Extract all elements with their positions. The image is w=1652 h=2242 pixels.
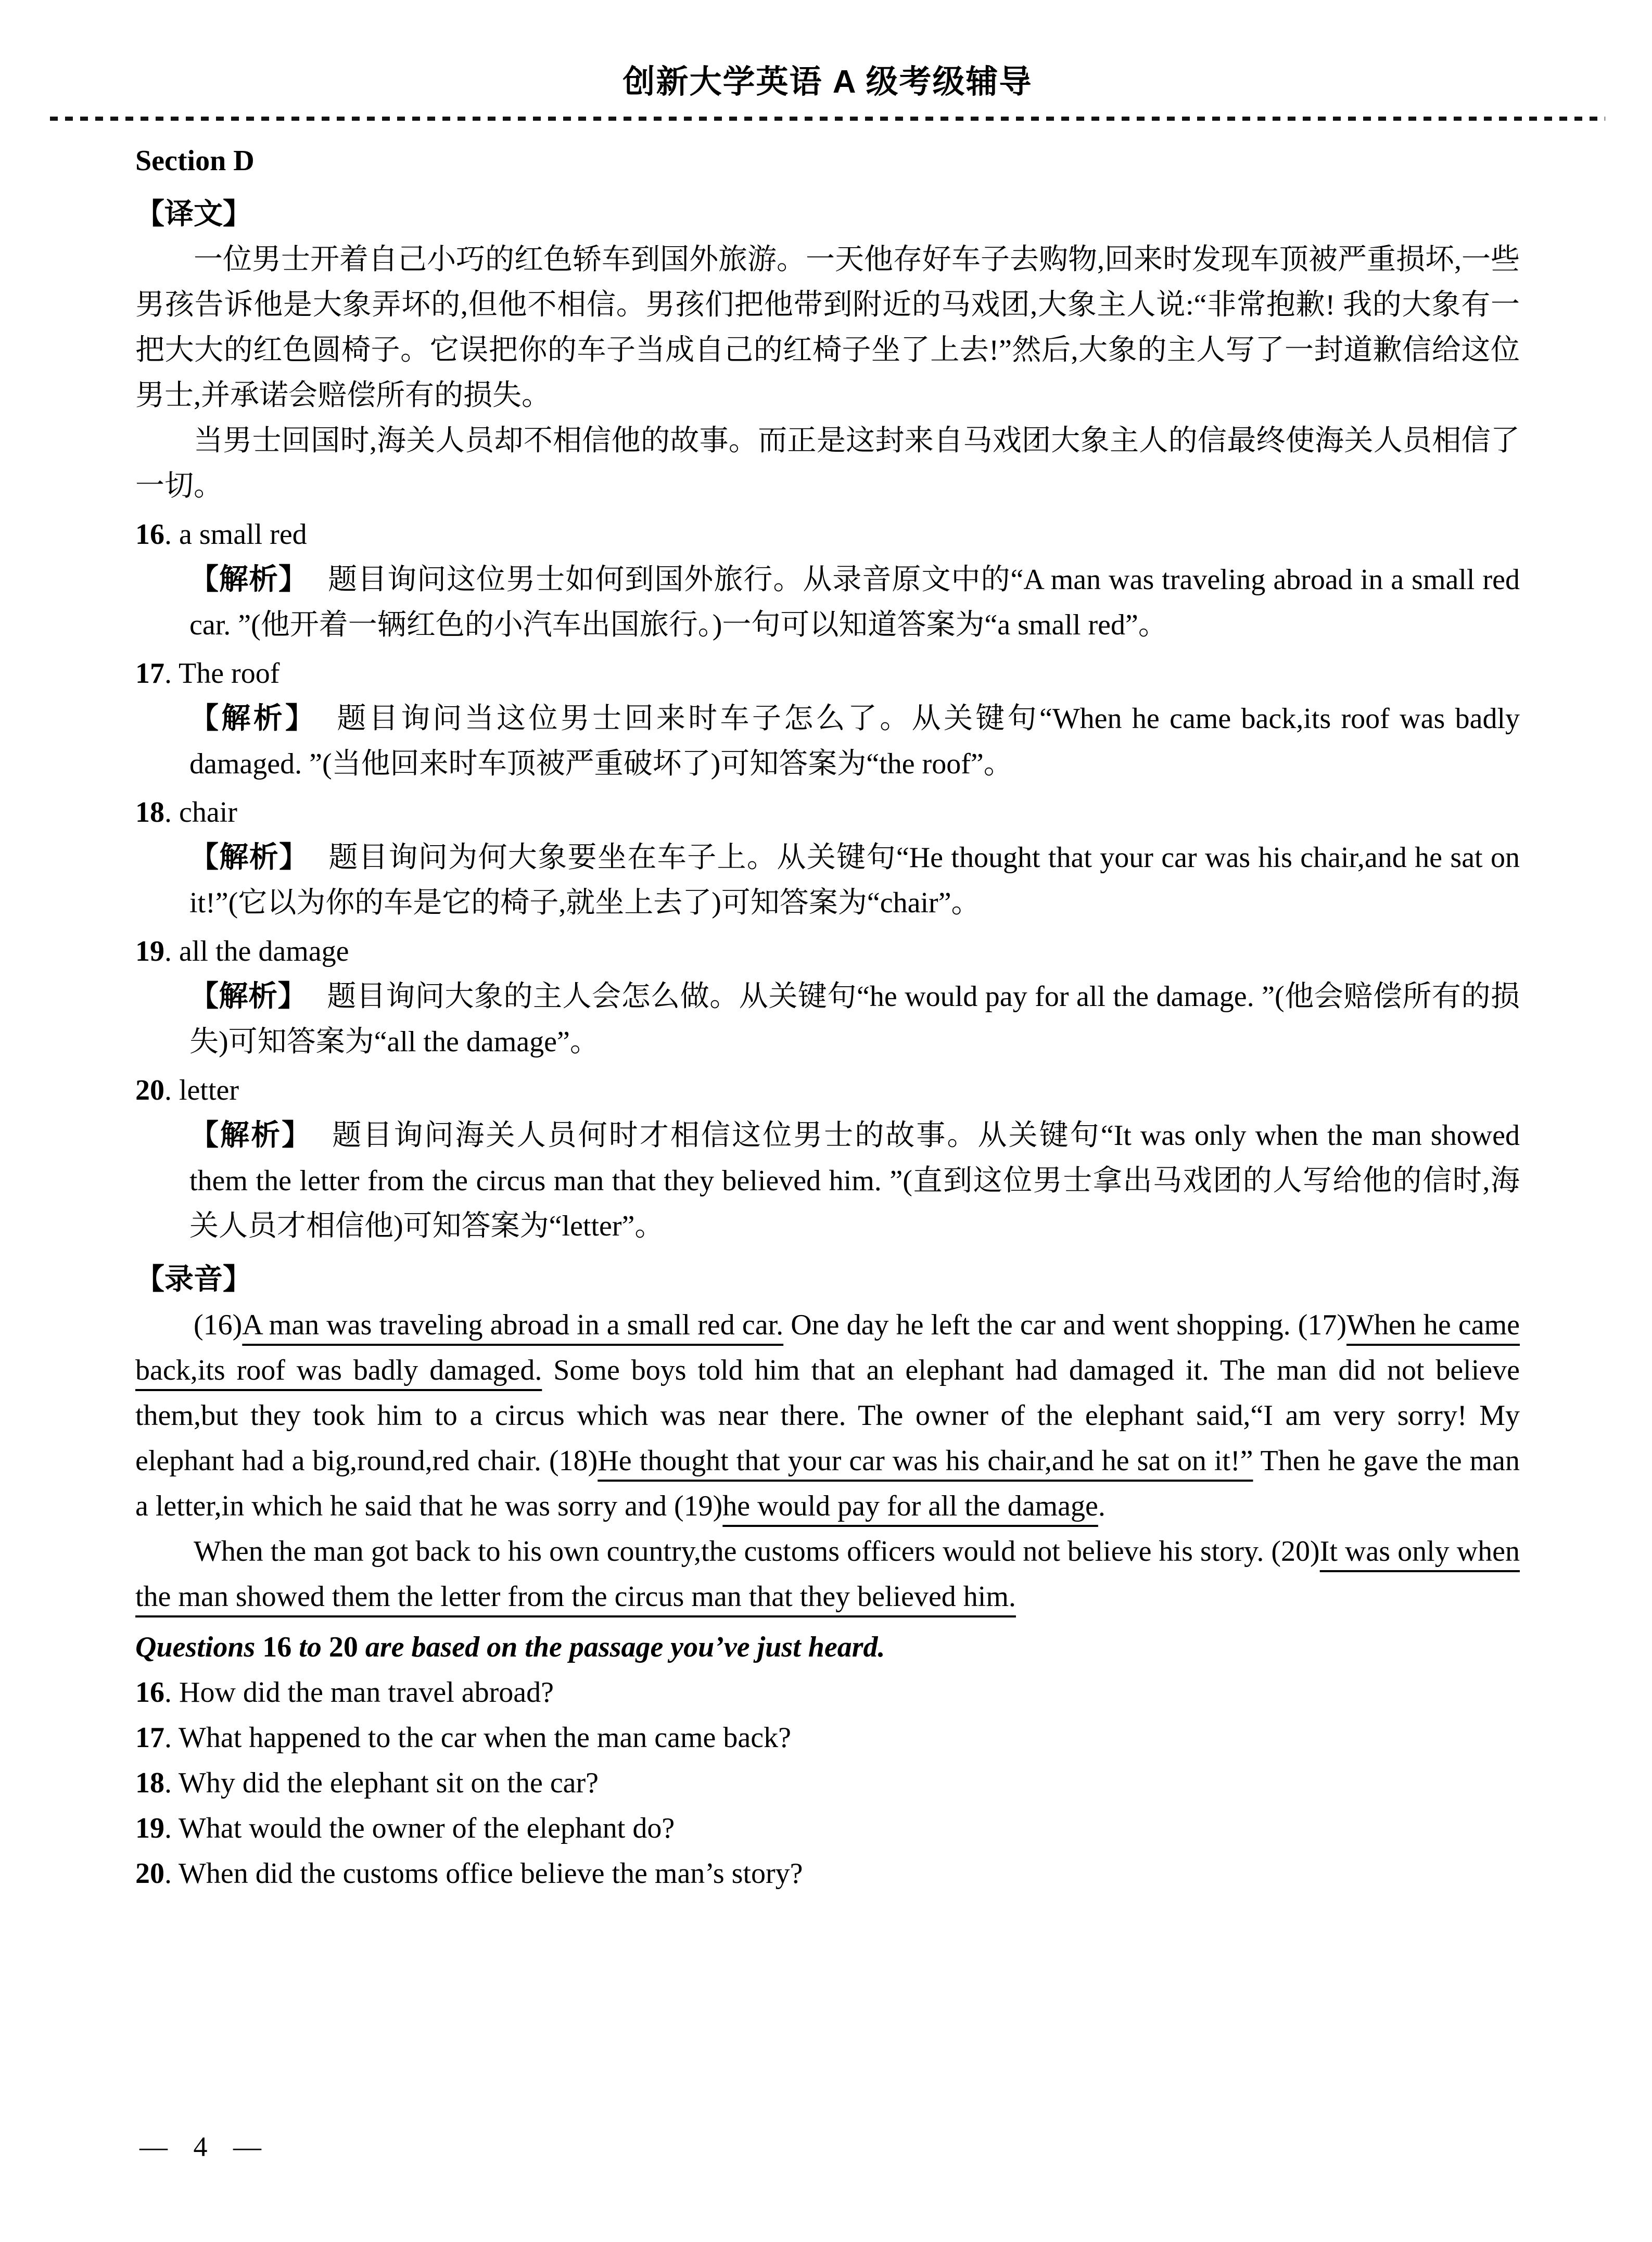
question-number: 18 <box>135 1767 164 1799</box>
analysis-label: 【解析】 <box>189 1119 313 1152</box>
answer-item-18 <box>135 790 1520 835</box>
answer-item-20 <box>135 1068 1520 1113</box>
question-text: . How did the man travel abroad? <box>164 1676 554 1709</box>
answer-number: 16 <box>135 518 164 551</box>
header-divider <box>50 117 1605 121</box>
question-number: 19 <box>135 1812 164 1844</box>
analysis-label: 【解析】 <box>189 980 308 1013</box>
analysis-text: 题目询问当这位男士回来时车子怎么了。从关键句“When he came back,its roof was badly damaged. ”(当他回来时车顶被严重破坏了)可知答案为“the roof”。 <box>189 703 1520 780</box>
analysis-paragraph-20 <box>189 1113 1520 1249</box>
analysis-paragraph-16 <box>189 557 1520 648</box>
answer-text: . letter <box>164 1074 239 1106</box>
analysis-text: 题目询问大象的主人会怎么做。从关键句“he would pay for all the damage. ”(他会赔偿所有的损失)可知答案为“all the damage”。 <box>189 980 1520 1058</box>
section-heading: Section D <box>135 145 255 177</box>
analysis-text: 题目询问海关人员何时才相信这位男士的故事。从关键句“It was only when the man showed them the letter from the circus man that they believed him. ”(直到这位男士拿出马戏团的人写给他的信时,海关人员才相信他)可知答案为“letter”。 <box>189 1119 1520 1242</box>
question-item-18 <box>135 1761 1520 1806</box>
page-number: — 4 — <box>139 2131 263 2162</box>
analysis-paragraph-18 <box>189 835 1520 926</box>
answer-text: . all the damage <box>164 935 349 967</box>
translation-paragraph-2: 当男士回国时,海关人员却不相信他的故事。而正是这封来自马戏团大象主人的信最终使海关人员相信了一切。 <box>135 425 1520 502</box>
recording-heading: 【录音】 <box>135 1264 252 1296</box>
answer-number: 17 <box>135 657 164 690</box>
question-number: 17 <box>135 1722 164 1754</box>
translation-heading: 【译文】 <box>135 198 252 231</box>
answer-number: 18 <box>135 796 164 829</box>
page-header-title: 创新大学英语 A 级考级辅导 <box>622 64 1033 100</box>
analysis-text: 题目询问为何大象要坐在车子上。从关键句“He thought that your car was his chair,and he sat on it!”(它以为你的车是它的椅子,就坐上去了)可知答案为“chair”。 <box>189 842 1520 919</box>
analysis-paragraph-17 <box>189 696 1520 787</box>
question-item-19 <box>135 1806 1520 1851</box>
translation-paragraph-1: 一位男士开着自己小巧的红色轿车到国外旅游。一天他存好车子去购物,回来时发现车顶被严重损坏,一些男孩告诉他是大象弄坏的,但他不相信。男孩们把他带到附近的马戏团,大象主人说:“非常抱歉! 我的大象有一把大大的红色圆椅子。它误把你的车子当成自己的红椅子坐了上去!”然后,大象的主人写了一封道歉信给这位男士,并承诺会赔偿所有的损失。 <box>135 244 1520 412</box>
analysis-label: 【解析】 <box>189 564 309 596</box>
question-item-16 <box>135 1670 1520 1715</box>
question-text: . What would the owner of the elephant do? <box>164 1812 675 1844</box>
analysis-text: 题目询问这位男士如何到国外旅行。从录音原文中的“A man was traveling abroad in a small red car. ”(他开着一辆红色的小汽车出国旅行。)一句可以知道答案为“a small red”。 <box>189 564 1520 641</box>
answer-text: . a small red <box>164 518 307 551</box>
transcript-paragraph-2: When the man got back to his own country,the customs officers would not believe his story. (20)It was only when the man showed them the letter from the circus man that they believed him. <box>135 1535 1520 1613</box>
question-number: 16 <box>135 1676 164 1709</box>
answer-item-17 <box>135 651 1520 696</box>
question-item-20 <box>135 1851 1520 1896</box>
transcript-paragraph-1: (16)A man was traveling abroad in a small red car. One day he left the car and went shopping. (17)When he came back,its roof was badly damaged. Some boys told him that an elephant had damaged it. The man did not believe them,but they took him to a circus which was near there. The owner of the elephant said,“I am very sorry! My elephant had a big,round,red chair. (18)He thought that your car was his chair,and he sat on it!” Then he gave the man a letter,in which he said that he was sorry and (19)he would pay for all the damage. <box>135 1309 1520 1522</box>
answer-text: . chair <box>164 796 237 829</box>
question-text: . What happened to the car when the man came back? <box>164 1722 791 1754</box>
question-item-17 <box>135 1715 1520 1761</box>
question-text: . When did the customs office believe the man’s story? <box>164 1857 803 1890</box>
answer-item-16 <box>135 512 1520 557</box>
answer-number: 19 <box>135 935 164 967</box>
content <box>135 138 1520 1896</box>
question-text: . Why did the elephant sit on the car? <box>164 1767 599 1799</box>
questions-intro: Questions 16 to 20 are based on the passage you’ve just heard. <box>135 1631 885 1663</box>
analysis-paragraph-19 <box>189 974 1520 1065</box>
question-number: 20 <box>135 1857 164 1890</box>
analysis-label: 【解析】 <box>189 842 309 874</box>
answer-number: 20 <box>135 1074 164 1106</box>
analysis-label: 【解析】 <box>189 703 317 735</box>
answer-item-19 <box>135 929 1520 974</box>
page-header <box>135 66 1520 121</box>
answer-text: . The roof <box>164 657 280 690</box>
